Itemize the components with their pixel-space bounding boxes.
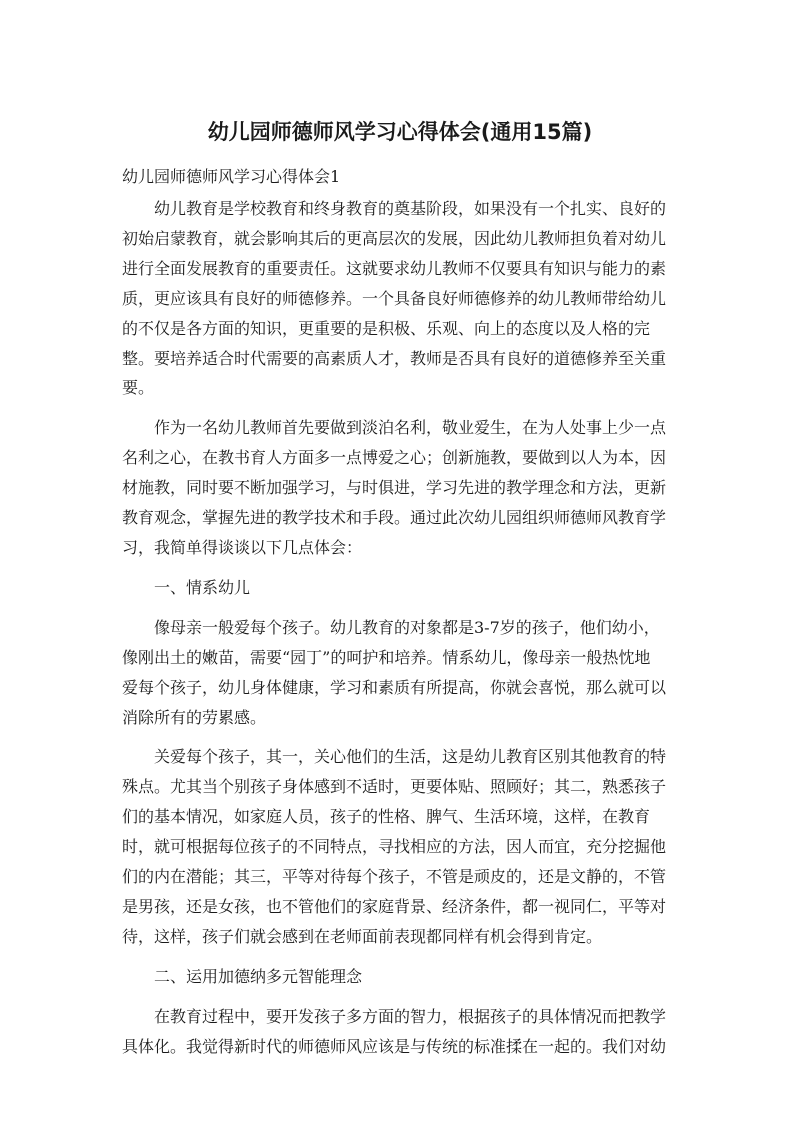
text-line: 殊点。尤其当个别孩子身体感到不适时，更要体贴、照顾好；其二，熟悉孩子: [122, 777, 667, 797]
text-line: 初始启蒙教育，就会影响其后的更高层次的发展，因此幼儿教师担负着对幼儿: [122, 228, 667, 248]
paragraph-4: [122, 742, 682, 951]
text-line: 幼儿教育是学校教育和终身教育的奠基阶段，如果没有一个扎实、良好的: [154, 199, 667, 218]
paragraph-2: [122, 413, 682, 563]
paragraph-5: [122, 1002, 682, 1062]
text-line: 习，我简单得谈谈以下几点体会：: [122, 537, 363, 557]
text-line: 作为一名幼儿教师首先要做到淡泊名利，敬业爱生，在为人处事上少一点: [154, 418, 667, 438]
text-line: 的不仅是各方面的知识，更重要的是积极、乐观、向上的态度以及人格的完: [122, 318, 651, 338]
text-line: 名利之心，在教书育人方面多一点博爱之心；创新施教，要做到以人为本，因: [122, 448, 667, 468]
text-line: 进行全面发展教育的重要责任。这就要求幼儿教师不仅要具有知识与能力的素: [122, 258, 667, 278]
text-line: 具体化。我觉得新时代的师德师风应该是与传统的标准揉在一起的。我们对幼: [122, 1036, 667, 1056]
paragraph-1: [122, 194, 682, 403]
text-line: 时，就可根据每位孩子的不同特点，寻找相应的方法，因人而宜，充分挖掘他: [122, 837, 667, 857]
text-line: 们的内在潜能；其三，平等对待每个孩子，不管是顽皮的，还是文静的，不管: [122, 867, 667, 887]
text-line: 像母亲一般爱每个孩子。幼儿教育的对象都是3-7岁的孩子，他们幼小，: [154, 617, 660, 637]
paragraph-3: [122, 613, 682, 733]
section-subtitle: 幼儿园师德师风学习心得体会1: [122, 167, 341, 186]
section-heading-2: 二、运用加德纳多元智能理念: [154, 966, 363, 986]
document-body: [122, 194, 682, 1071]
text-line: 们的基本情况，如家庭人员，孩子的性格、脾气、生活环境，这样，在教育: [122, 807, 651, 827]
document-title: 幼儿园师德师风学习心得体会(通用15篇): [207, 120, 593, 144]
text-line: 是男孩，还是女孩，也不管他们的家庭背景、经济条件，都一视同仁，平等对: [122, 896, 667, 916]
text-line: 质，更应该具有良好的师德修养。一个具备良好师德修养的幼儿教师带给幼儿: [122, 288, 667, 308]
text-line: 材施教，同时要不断加强学习，与时俱进，学习先进的教学理念和方法，更新: [122, 478, 667, 498]
text-line: 消除所有的劳累感。: [122, 707, 267, 727]
text-line: 爱每个孩子，幼儿身体健康，学习和素质有所提高，你就会喜悦，那么就可以: [122, 677, 667, 697]
text-line: 要。: [122, 378, 155, 398]
section-heading-1: 一、情系幼儿: [154, 577, 251, 597]
text-line: 整。要培养适合时代需要的高素质人才，教师是否具有良好的道德修养至关重: [122, 348, 667, 368]
text-line: 待，这样，孩子们就会感到在老师面前表现都同样有机会得到肯定。: [122, 926, 603, 946]
text-line: 像刚出土的嫩苗，需要“园丁”的呵护和培养。情系幼儿，像母亲一般热忱地: [122, 647, 651, 667]
text-line: 在教育过程中，要开发孩子多方面的智力，根据孩子的具体情况而把教学: [154, 1006, 667, 1026]
text-line: 教育观念，掌握先进的教学技术和手段。通过此次幼儿园组织师德师风教育学: [122, 508, 667, 528]
text-line: 关爱每个孩子，其一，关心他们的生活，这是幼儿教育区别其他教育的特: [154, 747, 667, 767]
